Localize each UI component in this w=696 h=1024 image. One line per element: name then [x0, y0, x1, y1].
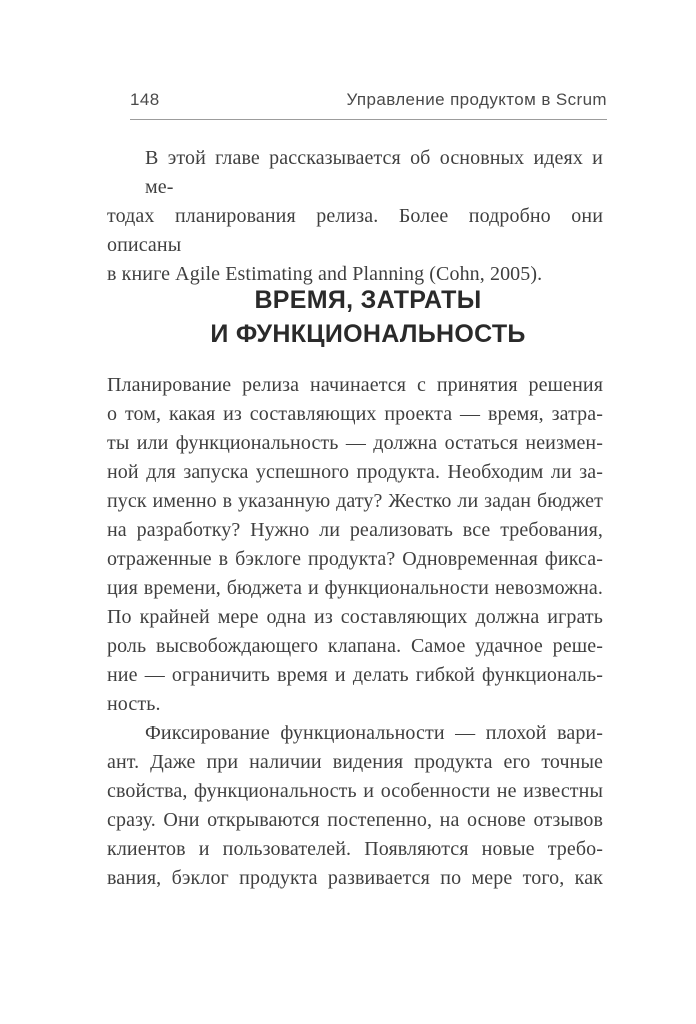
text-line: ант. Даже при наличии видения продукта его точные [107, 751, 603, 773]
body-paragraph [107, 371, 603, 719]
page-number: 148 [130, 90, 160, 109]
text-line: пуск именно в указанную дату? Жестко ли задан бюджет [107, 490, 603, 512]
text-line: Фиксирование функциональности — плохой вари- [145, 722, 603, 744]
text-line: ция времени, бюджета и функциональности невозможна. [107, 577, 603, 599]
text-line: ность. [107, 693, 161, 715]
text-line: свойства, функциональность и особенности не известны [107, 780, 603, 802]
text-line: ной для запуска успешного продукта. Необходим ли за- [107, 461, 603, 483]
text-line: сразу. Они открываются постепенно, на основе отзывов [107, 809, 603, 831]
section-heading [120, 283, 616, 351]
text-line: ние — ограничить время и делать гибкой функциональ- [107, 664, 603, 686]
text-line: роль высвобождающего клапана. Самое удачное реше- [107, 635, 603, 657]
intro-paragraph [107, 144, 603, 289]
text-line: клиентов и пользователей. Появляются новые требо- [107, 838, 603, 860]
text-line: Планирование релиза начинается с принятия решения [107, 374, 603, 396]
section-heading-line: И ФУНКЦИОНАЛЬНОСТЬ [210, 320, 526, 348]
text-line: на разработку? Нужно ли реализовать все требования, [107, 519, 603, 541]
text-line: вания, бэклог продукта развивается по мере того, как [107, 867, 603, 889]
text-line: ты или функциональность — должна остаться неизмен- [107, 432, 603, 454]
body-text [107, 371, 603, 893]
running-header-title: Управление продуктом в Scrum [346, 90, 607, 109]
text-line: отраженные в бэклоге продукта? Одновременная фикса- [107, 548, 603, 570]
body-paragraph [107, 719, 603, 893]
text-line: о том, какая из составляющих проекта — время, затра- [107, 403, 603, 425]
text-line: тодах планирования релиза. Более подробно они описаны [107, 205, 603, 256]
section-heading-line: ВРЕМЯ, ЗАТРАТЫ [254, 286, 482, 314]
text-line: В этой главе рассказывается об основных идеях и ме- [145, 147, 603, 198]
running-header [130, 90, 607, 120]
text-line: По крайней мере одна из составляющих должна играть [107, 606, 603, 628]
text-line: в книге Agile Estimating and Planning (Cohn, 2005). [107, 263, 543, 285]
